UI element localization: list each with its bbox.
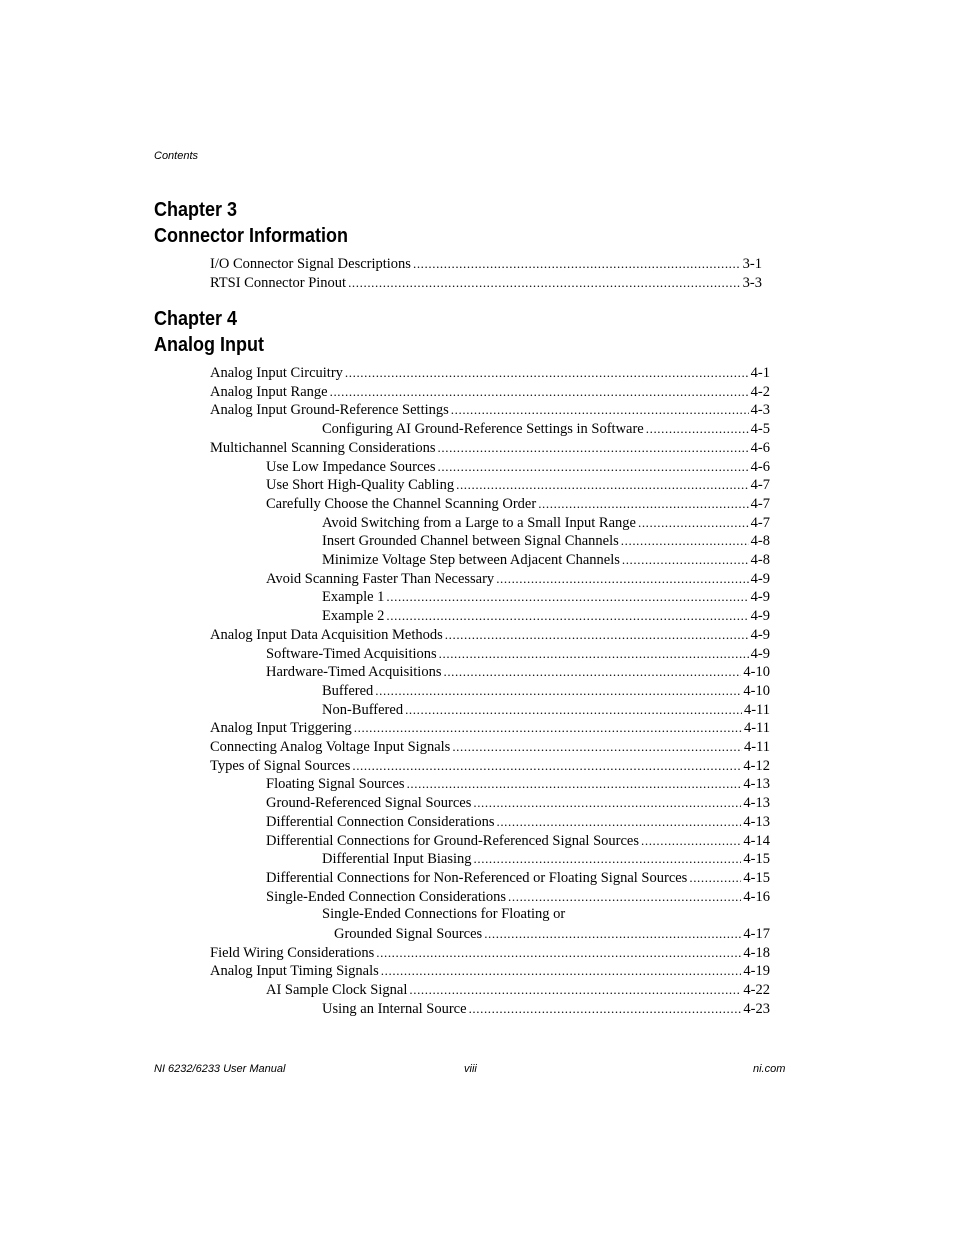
toc-entry-title: Insert Grounded Channel between Signal Channels [322, 533, 619, 550]
toc-entry-title: Non-Buffered [322, 701, 404, 718]
toc-entry-page: 4-9 [750, 589, 770, 606]
running-head: Contents [154, 150, 199, 162]
toc-entry-title: Ground-Referenced Signal Sources [266, 795, 472, 812]
toc-dot-leader [375, 681, 741, 700]
toc-entry-page: 4-15 [743, 869, 770, 886]
toc-entry-title: Multichannel Scanning Considerations [210, 439, 436, 456]
toc-entry-page: 3-1 [742, 256, 762, 272]
toc-entry-page: 4-7 [750, 477, 770, 494]
chapter-3-heading [154, 197, 348, 249]
toc-entry-title: Analog Input Data Acquisition Methods [210, 626, 443, 643]
toc-entry-page: 4-10 [743, 664, 770, 681]
toc-dot-leader [641, 831, 741, 850]
toc-entry-title: Example 1 [322, 589, 385, 606]
toc-entry-title: Using an Internal Source [322, 1000, 467, 1017]
toc-entry-title: Software-Timed Acquisitions [266, 645, 437, 662]
toc-entry[interactable] [210, 438, 770, 458]
toc-entry-title: Analog Input Ground-Reference Settings [210, 402, 449, 419]
toc-dot-leader [413, 254, 741, 273]
toc-entry-page: 4-1 [750, 365, 770, 381]
toc-dot-leader [452, 737, 742, 756]
toc-entry-title: Avoid Scanning Faster Than Necessary [266, 570, 495, 587]
toc-entry-title: RTSI Connector Pinout [210, 274, 347, 291]
toc-dot-leader [407, 774, 742, 793]
toc-entry-page: 4-9 [750, 570, 770, 587]
toc-dot-leader [469, 999, 742, 1018]
toc-entry-title: Minimize Voltage Step between Adjacent Channels [322, 552, 620, 568]
toc-entry[interactable] [266, 662, 770, 682]
toc-dot-leader [451, 400, 749, 419]
toc-entry[interactable] [266, 457, 770, 477]
toc-entry-title: Analog Input Circuitry [210, 365, 343, 381]
toc-entry-page: 4-3 [750, 402, 770, 419]
toc-entry-title: Connecting Analog Voltage Input Signals [210, 739, 451, 755]
toc-entry[interactable] [322, 419, 770, 439]
toc-entry-title: Analog Input Triggering [210, 720, 352, 737]
toc-entry[interactable] [210, 737, 770, 757]
toc-dot-leader [439, 644, 749, 663]
toc-entry-title: Differential Connections for Ground-Referenced Signal Sources [266, 832, 639, 849]
chapter-3-title: Connector Information [154, 225, 348, 247]
toc-entry-page: 4-10 [743, 682, 770, 699]
toc-entry[interactable] [210, 273, 762, 293]
toc-entry-page: 4-13 [743, 776, 770, 793]
toc-entry-title: Floating Signal Sources [266, 776, 405, 793]
toc-dot-leader [508, 887, 741, 906]
toc-entry[interactable] [322, 531, 770, 551]
toc-entry-title: Analog Input Range [210, 383, 328, 400]
toc-dot-leader [621, 531, 749, 550]
chapter-4-heading [154, 306, 264, 358]
toc-entry-page: 4-7 [750, 495, 770, 512]
toc-entry-page: 4-6 [750, 439, 770, 456]
toc-dot-leader [443, 662, 741, 681]
toc-dot-leader [646, 419, 749, 438]
toc-entry-page: 4-13 [743, 795, 770, 812]
toc-entry-title: Example 2 [322, 608, 385, 625]
toc-entry-title: AI Sample Clock Signal [266, 982, 408, 999]
toc-dot-leader [438, 457, 749, 476]
toc-entry-page: 3-3 [742, 274, 762, 291]
toc-entry[interactable] [266, 793, 770, 813]
toc-dot-leader [376, 943, 741, 962]
toc-entry-title: Types of Signal Sources [210, 757, 351, 774]
toc-entry-title: I/O Connector Signal Descriptions [210, 256, 411, 272]
toc-entry[interactable] [322, 550, 770, 570]
toc-entry-page: 4-13 [743, 813, 770, 830]
toc-entry-page: 4-18 [743, 944, 770, 961]
toc-entry[interactable] [266, 887, 770, 907]
toc-entry-page: 4-11 [743, 739, 770, 755]
toc-entry[interactable] [210, 400, 770, 420]
toc-entry-page: 4-8 [750, 552, 770, 568]
toc-entry-page: 4-9 [750, 626, 770, 643]
toc-dot-leader [496, 812, 741, 831]
toc-entry-title: Use Short High-Quality Cabling [266, 477, 455, 494]
toc-entry[interactable] [266, 475, 770, 495]
toc-entry-page: 4-12 [743, 757, 770, 774]
toc-entry-title: Field Wiring Considerations [210, 944, 375, 961]
toc-entry[interactable] [210, 718, 770, 738]
toc-entry[interactable] [322, 681, 770, 701]
toc-entry[interactable] [210, 943, 770, 963]
toc-entry-page: 4-19 [743, 963, 770, 980]
toc-entry-page: 4-9 [750, 608, 770, 625]
toc-entry-title: Use Low Impedance Sources [266, 458, 436, 475]
toc-dot-leader [348, 273, 741, 292]
toc-entry[interactable] [334, 924, 770, 944]
toc-entry-page: 4-14 [743, 832, 770, 849]
toc-entry-page: 4-16 [743, 888, 770, 905]
toc-dot-leader [474, 849, 742, 868]
toc-entry[interactable] [322, 905, 770, 924]
footer-website: ni.com [753, 1063, 786, 1075]
toc-dot-leader [381, 961, 742, 980]
toc-dot-leader [330, 382, 749, 401]
toc-dot-leader [352, 756, 741, 775]
toc-entry[interactable] [322, 700, 770, 720]
toc-entry-title: Analog Input Timing Signals [210, 963, 379, 980]
toc-entry[interactable] [322, 606, 770, 626]
toc-entry-page: 4-23 [743, 1000, 770, 1017]
toc-dot-leader [638, 513, 749, 532]
toc-entry-page: 4-22 [743, 982, 770, 999]
toc-entry-page: 4-9 [750, 645, 770, 662]
toc-entry-title: Differential Connections for Non-Referenced or Floating Signal Sources [266, 869, 688, 886]
toc-entry-page: 4-2 [750, 383, 770, 400]
chapter-4-title: Analog Input [154, 334, 264, 356]
toc-entry[interactable] [266, 812, 770, 832]
toc-entry[interactable] [266, 494, 770, 514]
toc-dot-leader [445, 625, 749, 644]
toc-entry-page: 4-8 [750, 533, 770, 550]
toc-entry[interactable] [266, 644, 770, 664]
toc-dot-leader [405, 700, 742, 719]
toc-entry-title: Differential Connection Considerations [266, 813, 495, 830]
toc-entry[interactable] [266, 831, 770, 851]
footer-page-number: viii [464, 1063, 477, 1075]
toc-entry-title: Configuring AI Ground-Reference Settings in Software [322, 421, 644, 438]
toc-dot-leader [409, 980, 741, 999]
toc-entry[interactable] [266, 980, 770, 1000]
toc-entry[interactable] [266, 569, 770, 589]
toc-dot-leader [622, 550, 749, 569]
toc-entry-page: 4-11 [743, 701, 770, 718]
toc-entry[interactable] [210, 961, 770, 981]
toc-entry[interactable] [210, 254, 762, 274]
toc-entry[interactable] [266, 774, 770, 794]
toc-dot-leader [496, 569, 748, 588]
toc-entry-title: Single-Ended Connection Considerations [266, 888, 507, 905]
toc-entry[interactable] [322, 587, 770, 607]
toc-entry[interactable] [322, 513, 770, 533]
chapter-4-number: Chapter 4 [154, 308, 238, 330]
toc-entry-title: Grounded Signal Sources [334, 926, 483, 942]
toc-entry[interactable] [322, 999, 770, 1019]
toc-entry[interactable] [210, 756, 770, 776]
toc-entry[interactable] [210, 382, 770, 402]
toc-entry[interactable] [322, 849, 770, 869]
toc-entry-title: Differential Input Biasing [322, 851, 472, 868]
footer-manual-title: NI 6232/6233 User Manual [154, 1063, 286, 1075]
toc-dot-leader [538, 494, 748, 513]
toc-entry-page: 4-7 [750, 514, 770, 531]
toc-entry-title: Avoid Switching from a Large to a Small Input Range [322, 514, 636, 531]
toc-entry-title: Single-Ended Connections for Floating or [322, 906, 566, 923]
toc-dot-leader [484, 924, 741, 943]
toc-dot-leader [386, 587, 748, 606]
toc-entry-page: 4-11 [743, 720, 770, 737]
toc-dot-leader [473, 793, 741, 812]
toc-entry-page: 4-5 [750, 421, 770, 438]
toc-dot-leader [345, 363, 749, 382]
toc-entry[interactable] [266, 868, 770, 888]
toc-dot-leader [386, 606, 748, 625]
toc-entry-title: Hardware-Timed Acquisitions [266, 664, 442, 681]
toc-entry-title: Buffered [322, 682, 374, 699]
chapter-3-number: Chapter 3 [154, 199, 238, 221]
toc-entry[interactable] [210, 625, 770, 645]
toc-entry-page: 4-15 [743, 851, 770, 868]
toc-entry-title: Carefully Choose the Channel Scanning Order [266, 495, 537, 512]
toc-dot-leader [456, 475, 749, 494]
toc-entry-page: 4-6 [750, 458, 770, 475]
toc-entry[interactable] [210, 363, 770, 383]
toc-dot-leader [689, 868, 741, 887]
toc-dot-leader [354, 718, 742, 737]
toc-dot-leader [438, 438, 749, 457]
toc-entry-page: 4-17 [743, 926, 770, 942]
